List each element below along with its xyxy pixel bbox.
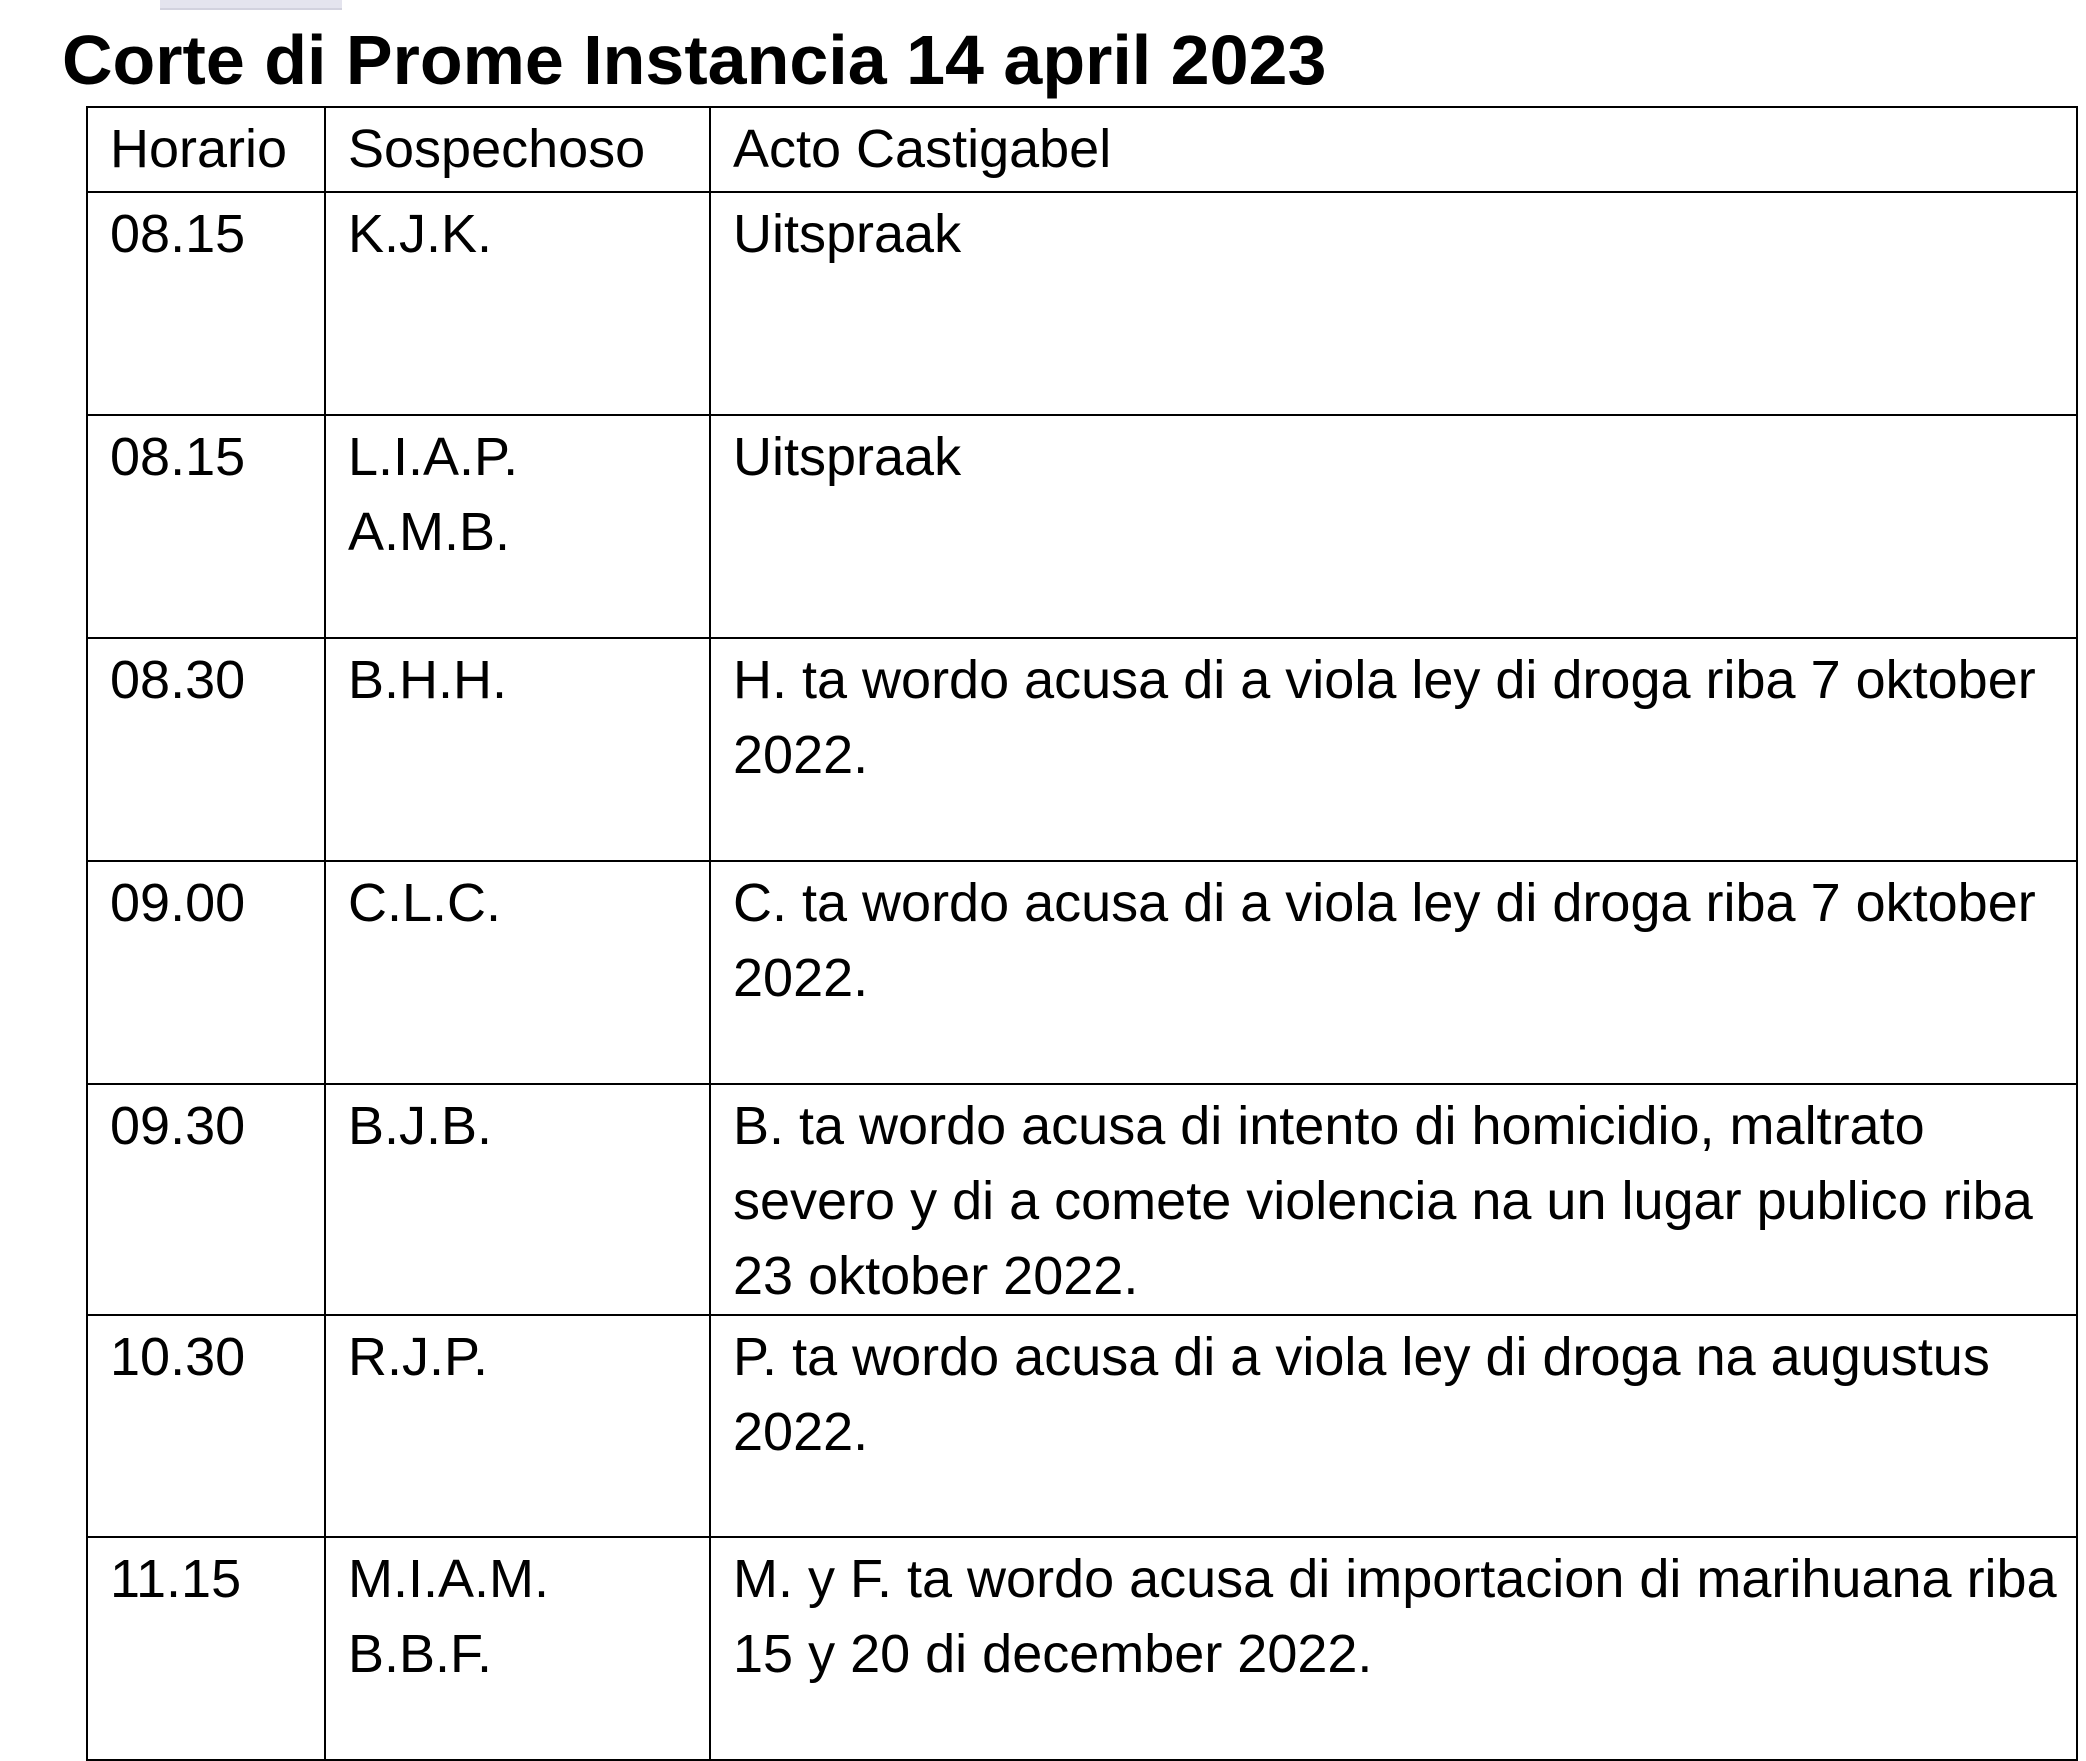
suspect-initials: C.L.C. [348,873,502,933]
row-offense: Uitspraak [710,192,2077,415]
top-decorative-strip [160,0,342,10]
court-schedule-table [86,106,2078,1761]
table-row [87,192,2077,415]
row-suspect [325,1315,710,1537]
row-time: 10.30 [87,1315,325,1537]
row-offense: B. ta wordo acusa di intento di homicidio, maltrato severo y di a comete violencia na un lugar publico riba 23 oktober 2022. [710,1084,2077,1315]
row-offense: P. ta wordo acusa di a viola ley di droga na augustus 2022. [710,1315,2077,1537]
header-offense: Acto Castigabel [710,107,2077,192]
suspect-initials: B.J.B. [348,1096,493,1156]
row-offense: C. ta wordo acusa di a viola ley di droga riba 7 oktober 2022. [710,861,2077,1084]
suspect-initials: L.I.A.P. [348,427,519,487]
document-title: Corte di Prome Instancia 14 april 2023 [62,21,1327,99]
row-offense: Uitspraak [710,415,2077,638]
header-time: Horario [87,107,325,192]
row-suspect [325,415,710,638]
row-offense: H. ta wordo acusa di a viola ley di droga riba 7 oktober 2022. [710,638,2077,861]
table-row [87,861,2077,1084]
suspect-initials: K.J.K. [348,204,493,264]
suspect-initials: B.B.F. [348,1624,493,1684]
row-time: 11.15 [87,1537,325,1760]
row-suspect [325,1084,710,1315]
row-time: 08.30 [87,638,325,861]
table-row [87,415,2077,638]
table-row [87,1537,2077,1760]
row-time: 09.30 [87,1084,325,1315]
row-time: 08.15 [87,415,325,638]
table-row [87,1084,2077,1315]
table-header-row [87,107,2077,192]
row-time: 09.00 [87,861,325,1084]
row-suspect [325,192,710,415]
row-time: 08.15 [87,192,325,415]
row-suspect [325,861,710,1084]
row-suspect [325,638,710,861]
table-row [87,638,2077,861]
table-row [87,1315,2077,1537]
suspect-initials: M.I.A.M. [348,1549,549,1609]
row-offense: M. y F. ta wordo acusa di importacion di marihuana riba 15 y 20 di december 2022. [710,1537,2077,1760]
suspect-initials: R.J.P. [348,1327,489,1387]
header-suspect: Sospechoso [325,107,710,192]
suspect-initials: B.H.H. [348,650,508,710]
row-suspect [325,1537,710,1760]
suspect-initials: A.M.B. [348,502,511,562]
